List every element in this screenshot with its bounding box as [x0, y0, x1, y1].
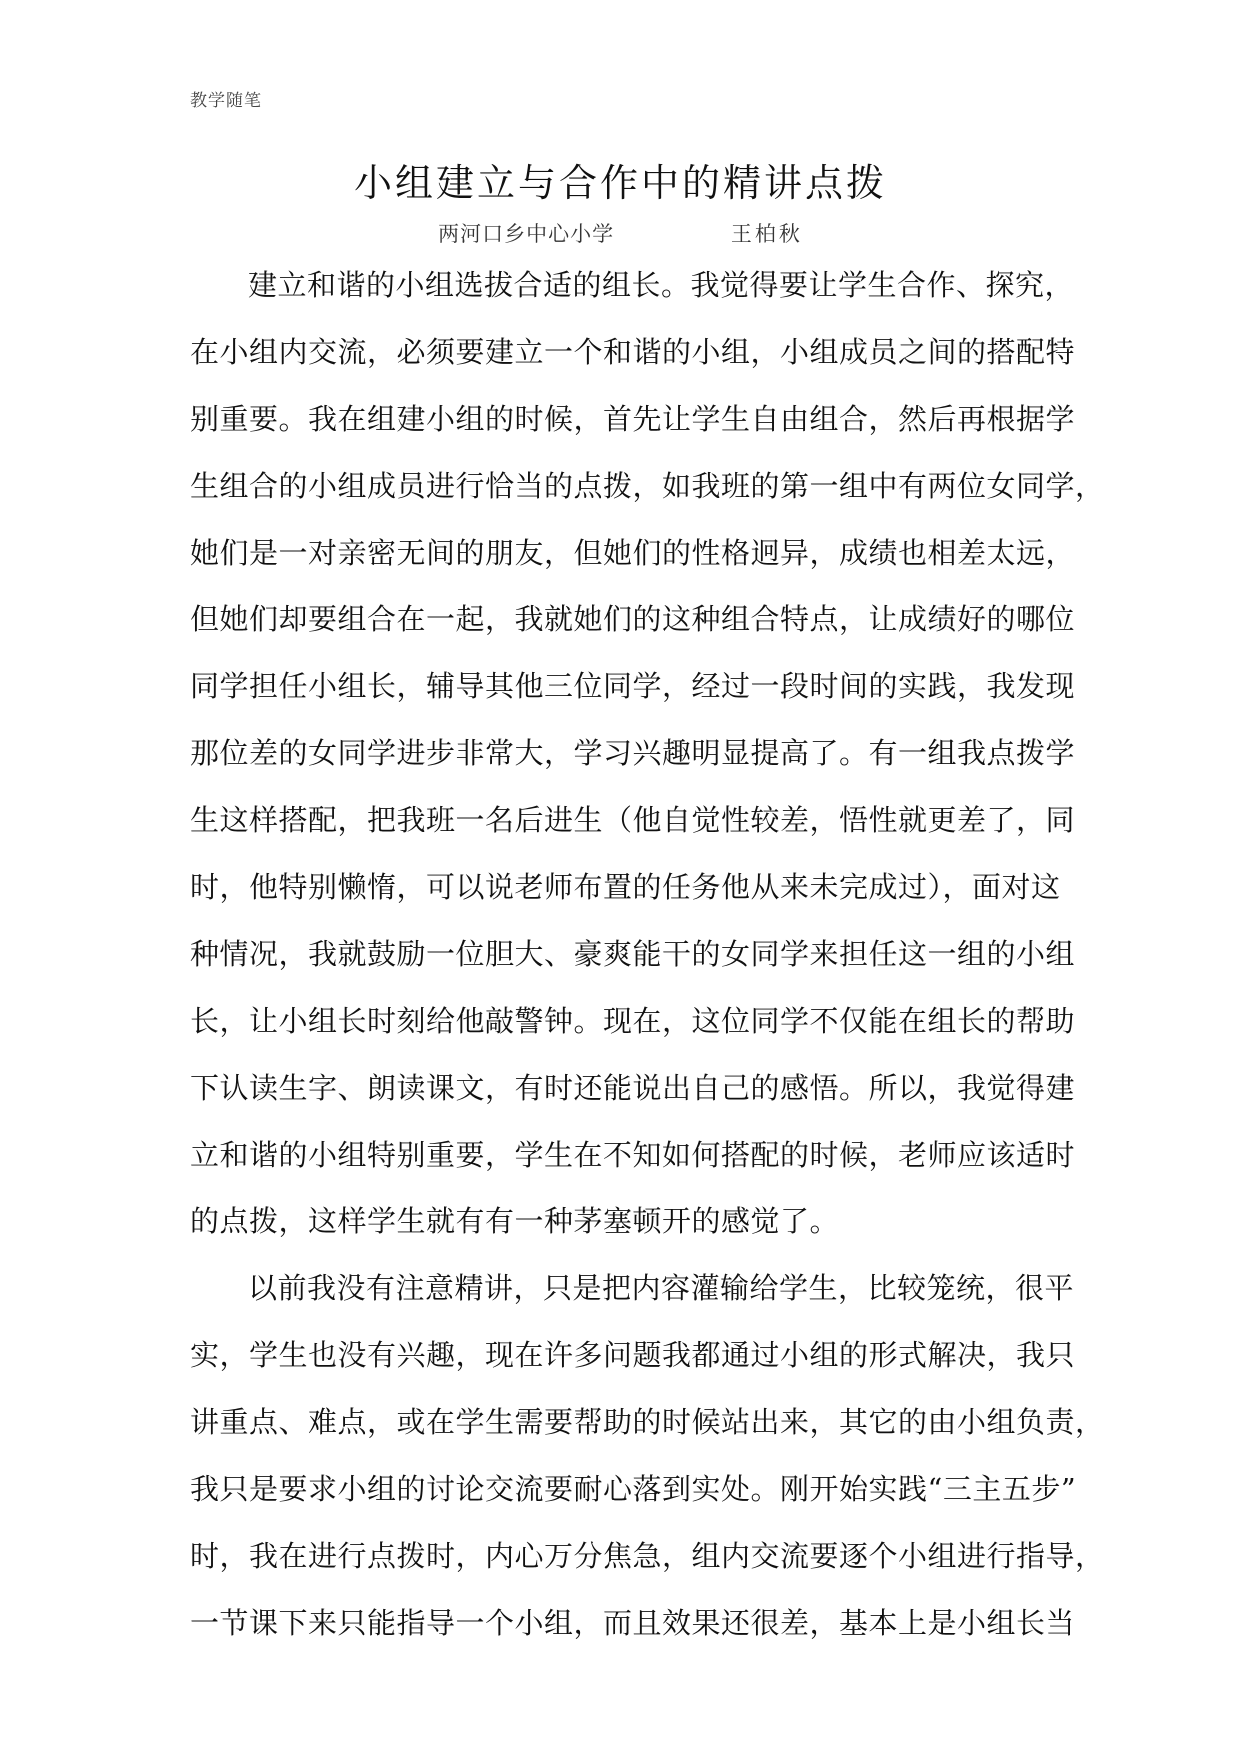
paragraph-2-line: 实，学生也没有兴趣，现在许多问题我都通过小组的形式解决，我只: [190, 1338, 1076, 1373]
paragraph-1-line: 立和谐的小组特别重要，学生在不知如何搭配的时候，老师应该适时: [190, 1137, 1076, 1172]
document-title: 小组建立与合作中的精讲点拨: [353, 161, 887, 205]
byline: [0, 220, 1241, 248]
paragraph-1-line: 长，让小组长时刻给他敲警钟。现在，这位同学不仅能在组长的帮助: [190, 1003, 1076, 1038]
school-name: 两河口乡中心小学: [438, 222, 615, 246]
paragraph-1-line: 同学担任小组长，辅导其他三位同学，经过一段时间的实践，我发现: [190, 669, 1076, 704]
header-label: 教学随笔: [190, 91, 262, 111]
author-name: 王柏秋: [730, 222, 803, 246]
paragraph-1-line: 别重要。我在组建小组的时候，首先让学生自由组合，然后再根据学: [190, 401, 1076, 436]
paragraph-2-line: 一节课下来只能指导一个小组，而且效果还很差，基本上是小组长当: [190, 1605, 1076, 1640]
paragraph-1-line: 下认读生字、朗读课文，有时还能说出自己的感悟。所以，我觉得建: [190, 1070, 1076, 1105]
paragraph-1-line: 的点拨，这样学生就有有一种茅塞顿开的感觉了。: [190, 1204, 840, 1239]
paragraph-1-line: 她们是一对亲密无间的朋友，但她们的性格迥异，成绩也相差太远，: [190, 535, 1076, 570]
paragraph-1-line: 在小组内交流，必须要建立一个和谐的小组，小组成员之间的搭配特: [190, 334, 1076, 369]
paragraph-2-line: 时，我在进行点拨时，内心万分焦急，组内交流要逐个小组进行指导，: [190, 1538, 1105, 1573]
paragraph-1-line: 生这样搭配，把我班一名后进生（他自觉性较差，悟性就更差了，同: [190, 803, 1076, 838]
paragraph-1-line: 那位差的女同学进步非常大，学习兴趣明显提高了。有一组我点拨学: [190, 736, 1076, 771]
paragraph-2-line: 我只是要求小组的讨论交流要耐心落到实处。刚开始实践“三主五步”: [190, 1472, 1077, 1507]
paragraph-1-line: 但她们却要组合在一起，我就她们的这种组合特点，让成绩好的哪位: [190, 602, 1076, 637]
paragraph-1-line: 时，他特别懒惰，可以说老师布置的任务他从来未完成过），面对这: [190, 870, 1061, 905]
paragraph-1-line: 种情况，我就鼓励一位胆大、豪爽能干的女同学来担任这一组的小组: [190, 936, 1076, 971]
paragraph-1-line: 生组合的小组成员进行恰当的点拨，如我班的第一组中有两位女同学，: [190, 468, 1105, 503]
article-body: [190, 252, 1105, 1657]
paragraph-2-line: 讲重点、难点，或在学生需要帮助的时候站出来，其它的由小组负责，: [190, 1405, 1105, 1440]
paragraph-1-line: 建立和谐的小组选拔合适的组长。我觉得要让学生合作、探究，: [248, 268, 1075, 302]
paragraph-2-line: 以前我没有注意精讲，只是把内容灌输给学生，比较笼统，很平: [248, 1271, 1075, 1306]
